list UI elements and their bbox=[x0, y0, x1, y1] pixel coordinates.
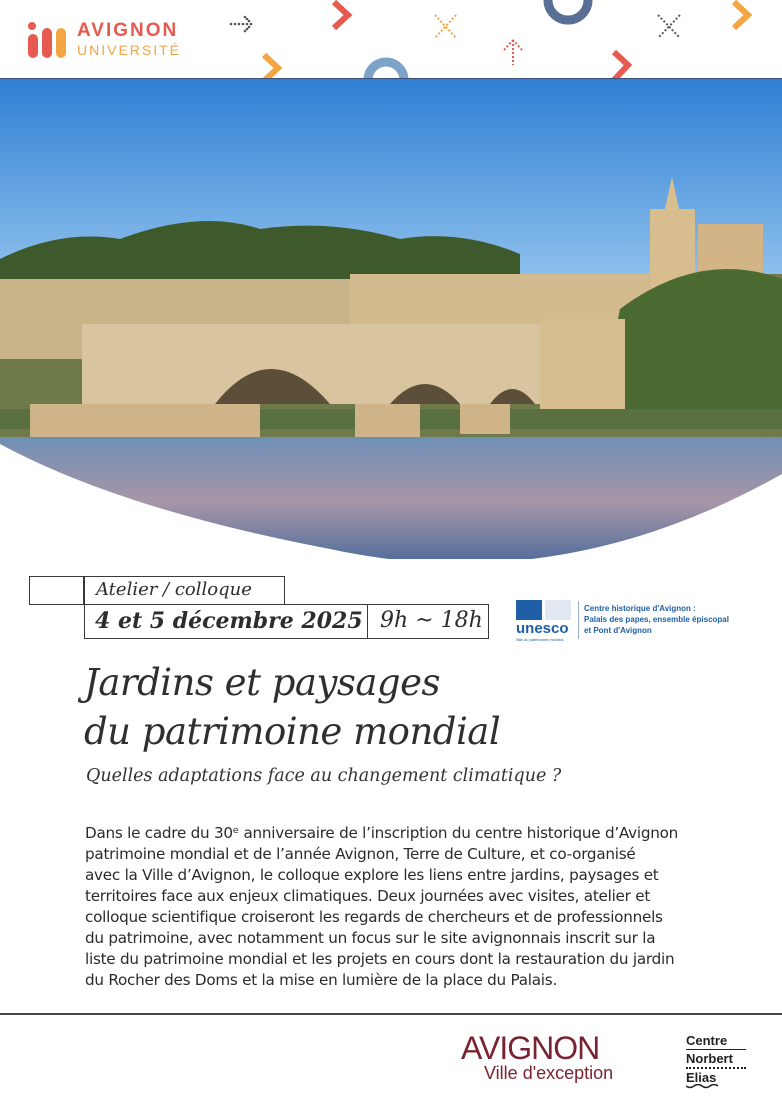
unesco-line: et Pont d'Avignon bbox=[584, 626, 652, 635]
decorative-box bbox=[29, 576, 84, 605]
elias-word: Elias bbox=[686, 1070, 717, 1085]
body-line: du patrimoine, avec notamment un focus sur le site avignonnais inscrit sur la bbox=[85, 929, 656, 947]
body-line: liste du patrimoine mondial et les projets en cours dont la restauration du jardin bbox=[85, 950, 675, 968]
unesco-line: Centre historique d'Avignon : bbox=[584, 604, 696, 613]
logo-avignon: AVIGNON bbox=[77, 20, 179, 41]
ville-avignon-logo: AVIGNON bbox=[461, 1030, 600, 1066]
ville-tagline: Ville d'exception bbox=[484, 1063, 614, 1083]
body-line: Dans le cadre du 30ᵉ anniversaire de l’inscription du centre historique d’Avignon bbox=[85, 824, 679, 842]
unesco-temple-icon bbox=[516, 600, 542, 620]
logo-universite: UNIVERSITÉ bbox=[77, 42, 182, 58]
body-line: du Rocher des Doms et la mise en lumière de la place du Palais. bbox=[85, 971, 558, 989]
footer-divider bbox=[0, 1013, 782, 1015]
avignon-bridge-photo bbox=[0, 79, 782, 559]
body-line: patrimoine mondial et de l’année Avignon, Terre de Culture, et co-organisé bbox=[85, 845, 636, 863]
norbert-word: Norbert bbox=[686, 1050, 746, 1069]
world-heritage-icon bbox=[545, 600, 571, 620]
header bbox=[0, 0, 782, 80]
event-type: Atelier / colloque bbox=[84, 576, 285, 605]
unesco-logo bbox=[516, 600, 574, 640]
unesco-line: Palais des papes, ensemble épiscopal bbox=[584, 615, 729, 624]
event-dates: 4 et 5 décembre 2025 bbox=[84, 604, 368, 639]
unesco-divider bbox=[578, 601, 579, 639]
unesco-site-text bbox=[584, 603, 729, 636]
body-line: territoires face aux enjeux climatiques. Deux journées avec visites, atelier et bbox=[85, 887, 651, 905]
body-line: avec la Ville d’Avignon, le colloque explore les liens entre jardins, paysages et bbox=[85, 866, 659, 884]
centre-word: Centre bbox=[686, 1032, 746, 1050]
decorative-shapes-icon bbox=[0, 0, 782, 80]
unesco-wordmark: unesco bbox=[516, 620, 569, 637]
unesco-tagline: Site du patrimoine mondial bbox=[516, 637, 564, 642]
centre-norbert-elias-logo bbox=[686, 1032, 746, 1089]
subtitle: Quelles adaptations face au changement climatique ? bbox=[86, 766, 562, 786]
event-hours: 9h ~ 18h bbox=[367, 604, 489, 639]
title-line-2: du patrimoine mondial bbox=[84, 710, 501, 753]
title-line-1: Jardins et paysages bbox=[84, 661, 440, 704]
body-line: colloque scientifique croiseront les regards de chercheurs et de professionnels bbox=[85, 908, 663, 926]
